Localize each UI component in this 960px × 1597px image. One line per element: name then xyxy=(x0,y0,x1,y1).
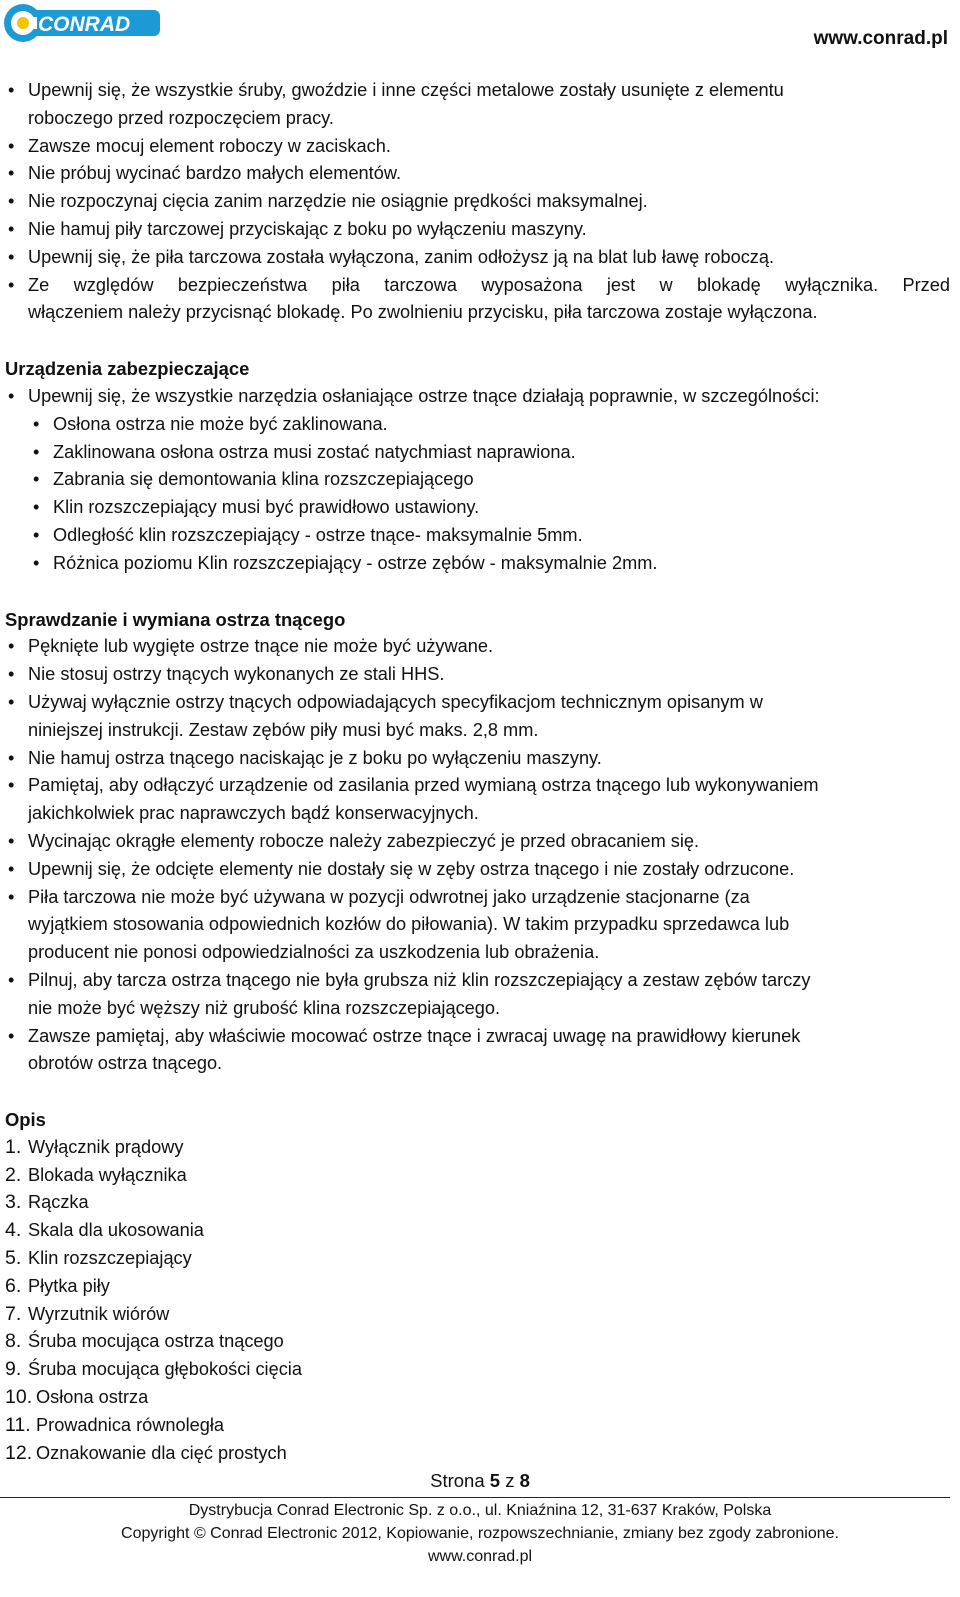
blade-bullet-item xyxy=(5,1023,950,1079)
bullet-line: • Upewnij się, że odcięte elementy nie dostały się w zęby ostrza tnącego i nie zostały odrzucone. xyxy=(5,856,950,884)
bullet-line: • Nie próbuj wycinać bardzo małych elementów. xyxy=(5,160,950,188)
description-item xyxy=(5,1245,950,1273)
bullet-continuation: wyjątkiem stosowania odpowiednich kozłów do piłowania). W takim przypadku sprzedawca lub xyxy=(28,914,790,935)
intro-bullet-item xyxy=(5,244,950,272)
item-text: Prowadnica równoległa xyxy=(36,1414,225,1435)
intro-bullet-item xyxy=(5,160,950,188)
page-total: 8 xyxy=(519,1470,530,1491)
item-number: 6. xyxy=(5,1274,22,1297)
item-text: Śruba mocująca ostrza tnącego xyxy=(28,1331,284,1352)
item-text: Blokada wyłącznika xyxy=(28,1164,187,1185)
bullet-continuation: roboczego przed rozpoczęciem pracy. xyxy=(28,107,334,128)
blade-bullet-list xyxy=(5,633,950,1078)
bullet-continuation: jakichkolwiek prac naprawczych bądź konserwacyjnych. xyxy=(28,803,479,824)
bullet-line: • Pęknięte lub wygięte ostrze tnące nie może być używane. xyxy=(5,633,950,661)
bullet-line: • Upewnij się, że wszystkie śruby, gwoździe i inne części metalowe zostały usunięte z elementu xyxy=(5,77,950,105)
bullet-continuation: niniejszej instrukcji. Zestaw zębów piły musi być maks. 2,8 mm. xyxy=(28,719,539,740)
item-number: 12. xyxy=(5,1441,33,1464)
safety-sub-bullet: • Różnica poziomu Klin rozszczepiający - ostrze zębów - maksymalnie 2mm. xyxy=(5,550,950,578)
intro-bullet-item xyxy=(5,77,950,133)
description-item xyxy=(5,1384,950,1412)
safety-sub-bullet: • Klin rozszczepiający musi być prawidłowo ustawiony. xyxy=(5,494,950,522)
blade-bullet-item xyxy=(5,884,950,967)
bullet-line: • Piła tarczowa nie może być używana w pozycji odwrotnej jako urządzenie stacjonarne (za xyxy=(5,884,950,912)
page-content xyxy=(5,77,950,1467)
item-text: Wyrzutnik wiórów xyxy=(28,1303,170,1324)
site-url-header[interactable]: www.conrad.pl xyxy=(813,28,948,49)
description-item xyxy=(5,1356,950,1384)
safety-sub-bullet: • Osłona ostrza nie może być zaklinowana. xyxy=(5,411,950,439)
description-item xyxy=(5,1412,950,1440)
blade-bullet-item xyxy=(5,967,950,1023)
bullet-line: • Używaj wyłącznie ostrzy tnących odpowiadających specyfikacjom technicznym opisanym w xyxy=(5,689,950,717)
bullet-line: • Nie hamuj piły tarczowej przyciskając z boku po wyłączeniu maszyny. xyxy=(5,216,950,244)
description-numbered-list xyxy=(5,1134,950,1468)
item-number: 7. xyxy=(5,1302,22,1325)
item-number: 2. xyxy=(5,1163,22,1186)
item-number: 5. xyxy=(5,1247,22,1270)
bullet-line: • Nie stosuj ostrzy tnących wykonanych ze stali HHS. xyxy=(5,661,950,689)
blade-bullet-item xyxy=(5,856,950,884)
description-item xyxy=(5,1273,950,1301)
intro-bullet-item xyxy=(5,272,950,328)
description-item xyxy=(5,1440,950,1468)
intro-bullet-item xyxy=(5,188,950,216)
description-item xyxy=(5,1301,950,1329)
safety-main-bullet: • Upewnij się, że wszystkie narzędzia osłaniające ostrze tnące działają poprawnie, w szczególności: xyxy=(5,383,950,411)
footer-copyright: Copyright © Conrad Electronic 2012, Kopiowanie, rozpowszechnianie, zmiany bez zgody zabronione. xyxy=(121,1525,839,1542)
item-number: 3. xyxy=(5,1191,22,1214)
bullet-line: • Pilnuj, aby tarcza ostrza tnącego nie była grubsza niż klin rozszczepiający a zestaw zębów tarczy xyxy=(5,967,950,995)
page-number xyxy=(0,1470,960,1492)
item-text: Osłona ostrza xyxy=(36,1387,149,1408)
description-item xyxy=(5,1217,950,1245)
item-number: 4. xyxy=(5,1219,22,1242)
intro-bullet-item xyxy=(5,216,950,244)
item-text: Wyłącznik prądowy xyxy=(28,1136,184,1157)
item-number: 8. xyxy=(5,1330,22,1353)
intro-bullet-list xyxy=(5,77,950,327)
blade-bullet-item xyxy=(5,828,950,856)
intro-bullet-item xyxy=(5,133,950,161)
safety-sub-list xyxy=(5,411,950,578)
blade-bullet-item xyxy=(5,661,950,689)
bullet-line: • Nie hamuj ostrza tnącego naciskając je z boku po wyłączeniu maszyny. xyxy=(5,745,950,773)
bullet-line: • Upewnij się, że piła tarczowa została wyłączona, zanim odłożysz ją na blat lub ławę roboczą. xyxy=(5,244,950,272)
logo-wordmark: CONRAD xyxy=(38,13,131,36)
description-heading: Opis xyxy=(5,1109,46,1131)
bullet-line: • Zawsze pamiętaj, aby właściwie mocować ostrze tnące i zwracaj uwagę na prawidłowy kierunek xyxy=(5,1023,950,1051)
blade-bullet-item xyxy=(5,689,950,745)
item-text: Płytka piły xyxy=(28,1275,110,1296)
item-text: Rączka xyxy=(28,1192,89,1213)
item-number: 1. xyxy=(5,1135,22,1158)
description-item xyxy=(5,1134,950,1162)
footer-url[interactable]: www.conrad.pl xyxy=(427,1548,533,1565)
description-item xyxy=(5,1162,950,1190)
bullet-line: • Ze względów bezpieczeństwa piła tarczowa wyposażona jest w blokadę wyłącznika. Przed xyxy=(5,272,950,300)
bullet-line: • Wycinając okrągłe elementy robocze należy zabezpieczyć je przed obracaniem się. xyxy=(5,828,950,856)
bullet-line: • Pamiętaj, aby odłączyć urządzenie od zasilania przed wymianą ostrza tnącego lub wykonywaniem xyxy=(5,772,950,800)
bullet-continuation: producent nie ponosi odpowiedzialności za uszkodzenia lub obrażenia. xyxy=(28,942,600,963)
conrad-logo xyxy=(2,2,162,44)
blade-bullet-item xyxy=(5,772,950,828)
item-text: Skala dla ukosowania xyxy=(28,1220,204,1241)
safety-sub-bullet: • Zabrania się demontowania klina rozszczepiającego xyxy=(5,466,950,494)
item-number: 9. xyxy=(5,1358,22,1381)
page-prefix: Strona xyxy=(430,1470,490,1491)
safety-heading: Urządzenia zabezpieczające xyxy=(5,358,250,380)
bullet-continuation: nie może być węższy niż grubość klina rozszczepiającego. xyxy=(28,997,501,1018)
item-number: 10. xyxy=(5,1386,33,1409)
bullet-line: • Nie rozpoczynaj cięcia zanim narzędzie nie osiągnie prędkości maksymalnej. xyxy=(5,188,950,216)
page-current: 5 xyxy=(489,1470,501,1491)
description-item xyxy=(5,1189,950,1217)
blade-heading: Sprawdzanie i wymiana ostrza tnącego xyxy=(5,608,346,630)
description-item xyxy=(5,1328,950,1356)
bullet-continuation: obrotów ostrza tnącego. xyxy=(28,1053,223,1074)
item-text: Śruba mocująca głębokości cięcia xyxy=(28,1359,302,1380)
footer-divider xyxy=(0,1497,950,1498)
bullet-continuation: włączeniem należy przycisnąć blokadę. Po zwolnieniu przycisku, piła tarczowa zostaje wyłączona. xyxy=(28,302,818,323)
blade-bullet-item xyxy=(5,633,950,661)
item-number: 11. xyxy=(5,1413,31,1436)
footer-distribution: Dystrybucja Conrad Electronic Sp. z o.o., ul. Kniaźnina 12, 31-637 Kraków, Polska xyxy=(188,1502,772,1519)
item-text: Oznakowanie dla cięć prostych xyxy=(36,1442,287,1463)
item-text: Klin rozszczepiający xyxy=(28,1248,192,1269)
page-middle: z xyxy=(500,1470,520,1491)
bullet-line: • Zawsze mocuj element roboczy w zaciskach. xyxy=(5,133,950,161)
safety-sub-bullet: • Zaklinowana osłona ostrza musi zostać natychmiast naprawiona. xyxy=(5,439,950,467)
safety-sub-bullet: • Odległość klin rozszczepiający - ostrze tnące- maksymalnie 5mm. xyxy=(5,522,950,550)
blade-bullet-item xyxy=(5,745,950,773)
